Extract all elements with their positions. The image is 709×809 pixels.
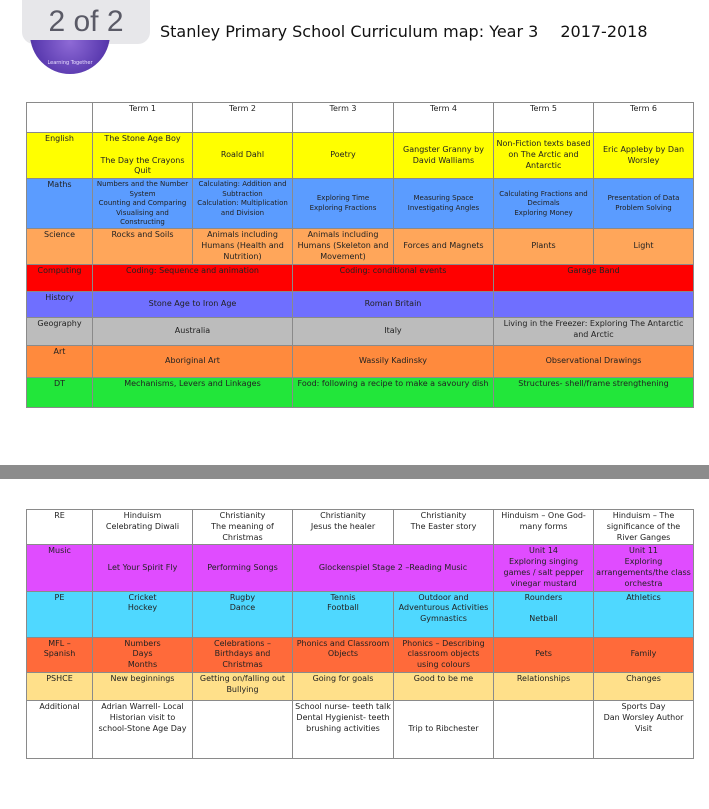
table-cell: Glockenspiel Stage 2 –Reading Music (293, 545, 494, 591)
table-cell: Presentation of Data Problem Solving (594, 179, 694, 229)
table-cell: Stone Age to Iron Age (93, 291, 293, 317)
table-cell: Calculating: Addition and Subtraction Calculation: Multiplication and Division (193, 179, 293, 229)
subject-label: Art (27, 345, 93, 377)
subject-row-maths (27, 179, 694, 229)
subject-label: MFL – Spanish (27, 637, 93, 672)
page-divider (0, 465, 709, 479)
table-cell: Structures- shell/frame strengthening (494, 377, 694, 407)
table-cell: Light (594, 229, 694, 264)
table-cell: Christianity Jesus the healer (293, 510, 394, 545)
page-title (160, 22, 648, 41)
table-cell: Outdoor and Adventurous Activities Gymnastics (394, 591, 494, 637)
subject-row-pshce (27, 672, 694, 700)
table-cell: Exploring Time Exploring Fractions (293, 179, 394, 229)
table-cell: Adrian Warrell- Local Historian visit to school-Stone Age Day (93, 700, 193, 758)
table-cell: New beginnings (93, 672, 193, 700)
subject-row-english (27, 133, 694, 179)
table-cell: Changes (594, 672, 694, 700)
corner-cell (27, 103, 93, 133)
subject-label: English (27, 133, 93, 179)
table-cell: Coding: Sequence and animation (93, 264, 293, 291)
table-cell: Calculating Fractions and Decimals Exploring Money (494, 179, 594, 229)
table-cell: Animals including Humans (Skeleton and Movement) (293, 229, 394, 264)
subject-label: History (27, 291, 93, 317)
table-cell: Garage Band (494, 264, 694, 291)
subject-label: PSHCE (27, 672, 93, 700)
subject-row-computing (27, 264, 694, 291)
table-cell: Forces and Magnets (394, 229, 494, 264)
table-cell: Athletics (594, 591, 694, 637)
subject-row-geography (27, 317, 694, 345)
table-cell: Eric Appleby by Dan Worsley (594, 133, 694, 179)
table-cell: Numbers Days Months (93, 637, 193, 672)
table-cell: Measuring Space Investigating Angles (394, 179, 494, 229)
term-header: Term 3 (293, 103, 394, 133)
subject-row-additional (27, 700, 694, 758)
term-header: Term 2 (193, 103, 293, 133)
subject-label: Music (27, 545, 93, 591)
table-cell: Celebrations – Birthdays and Christmas (193, 637, 293, 672)
table-cell: Italy (293, 317, 494, 345)
table-cell: Hinduism – The significance of the River Ganges (594, 510, 694, 545)
table-cell: Gangster Granny by David Walliams (394, 133, 494, 179)
table-cell: Relationships (494, 672, 594, 700)
table-cell: Aboriginal Art (93, 345, 293, 377)
table-cell: Christianity The Easter story (394, 510, 494, 545)
subject-row-dt (27, 377, 694, 407)
subject-row-science (27, 229, 694, 264)
table-cell (494, 700, 594, 758)
subject-label: RE (27, 510, 93, 545)
subject-row-art (27, 345, 694, 377)
curriculum-table-top (26, 102, 694, 408)
term-header: Term 1 (93, 103, 193, 133)
table-cell: Unit 11 Exploring arrangements/the class orchestra (594, 545, 694, 591)
subject-row-re (27, 510, 694, 545)
table-cell: Mechanisms, Levers and Linkages (93, 377, 293, 407)
table-cell: Living in the Freezer: Exploring The Antarctic and Arctic (494, 317, 694, 345)
table-cell: Numbers and the Number System Counting and Comparing Visualising and Constructing (93, 179, 193, 229)
table-cell: Sports Day Dan Worsley Author Visit (594, 700, 694, 758)
subject-label: Science (27, 229, 93, 264)
term-header: Term 6 (594, 103, 694, 133)
table-cell: Phonics and Classroom Objects (293, 637, 394, 672)
term-header: Term 5 (494, 103, 594, 133)
subject-label: Geography (27, 317, 93, 345)
subject-row-music (27, 545, 694, 591)
table-cell: Good to be me (394, 672, 494, 700)
table-cell: Going for goals (293, 672, 394, 700)
page-indicator-badge: 2 of 2 (22, 0, 150, 44)
table-cell (193, 700, 293, 758)
table-cell: Hinduism Celebrating Diwali (93, 510, 193, 545)
table-cell: Coding: conditional events (293, 264, 494, 291)
table-cell: Let Your Spirit Fly (93, 545, 193, 591)
subject-row-history (27, 291, 694, 317)
table-cell: Christianity The meaning of Christmas (193, 510, 293, 545)
table-cell: Phonics – Describing classroom objects using colours (394, 637, 494, 672)
table-cell: Rugby Dance (193, 591, 293, 637)
term-header-row (27, 103, 694, 133)
table-cell: Roald Dahl (193, 133, 293, 179)
subject-row-mfl (27, 637, 694, 672)
table-cell: Cricket Hockey (93, 591, 193, 637)
table-cell: Getting on/falling out Bullying (193, 672, 293, 700)
table-cell: Tennis Football (293, 591, 394, 637)
table-cell: School nurse- teeth talk Dental Hygienist- teeth brushing activities (293, 700, 394, 758)
table-cell: Observational Drawings (494, 345, 694, 377)
table-cell: Hinduism – One God-many forms (494, 510, 594, 545)
table-cell: Rounders Netball (494, 591, 594, 637)
table-cell: Australia (93, 317, 293, 345)
table-cell: Non-Fiction texts based on The Arctic and Antarctic (494, 133, 594, 179)
subject-label: Additional (27, 700, 93, 758)
table-cell: Rocks and Soils (93, 229, 193, 264)
table-cell (494, 291, 694, 317)
logo-text: Learning Together (47, 60, 93, 66)
table-cell: Performing Songs (193, 545, 293, 591)
table-cell: Plants (494, 229, 594, 264)
subject-row-pe (27, 591, 694, 637)
table-cell: Poetry (293, 133, 394, 179)
table-cell: Animals including Humans (Health and Nutrition) (193, 229, 293, 264)
table-cell: Wassily Kadinsky (293, 345, 494, 377)
subject-label: Maths (27, 179, 93, 229)
year-range: 2017-2018 (560, 22, 648, 41)
curriculum-table-bottom (26, 509, 694, 759)
title-text: Stanley Primary School Curriculum map: Year 3 (160, 22, 539, 41)
school-logo (30, 40, 110, 74)
subject-label: Computing (27, 264, 93, 291)
table-cell: Food: following a recipe to make a savoury dish (293, 377, 494, 407)
term-header: Term 4 (394, 103, 494, 133)
table-cell: Roman Britain (293, 291, 494, 317)
table-cell: Trip to Ribchester (394, 700, 494, 758)
subject-label: DT (27, 377, 93, 407)
table-cell: Unit 14 Exploring singing games / salt pepper vinegar mustard (494, 545, 594, 591)
table-cell: The Stone Age Boy The Day the Crayons Quit (93, 133, 193, 179)
subject-label: PE (27, 591, 93, 637)
table-cell: Family (594, 637, 694, 672)
table-cell: Pets (494, 637, 594, 672)
